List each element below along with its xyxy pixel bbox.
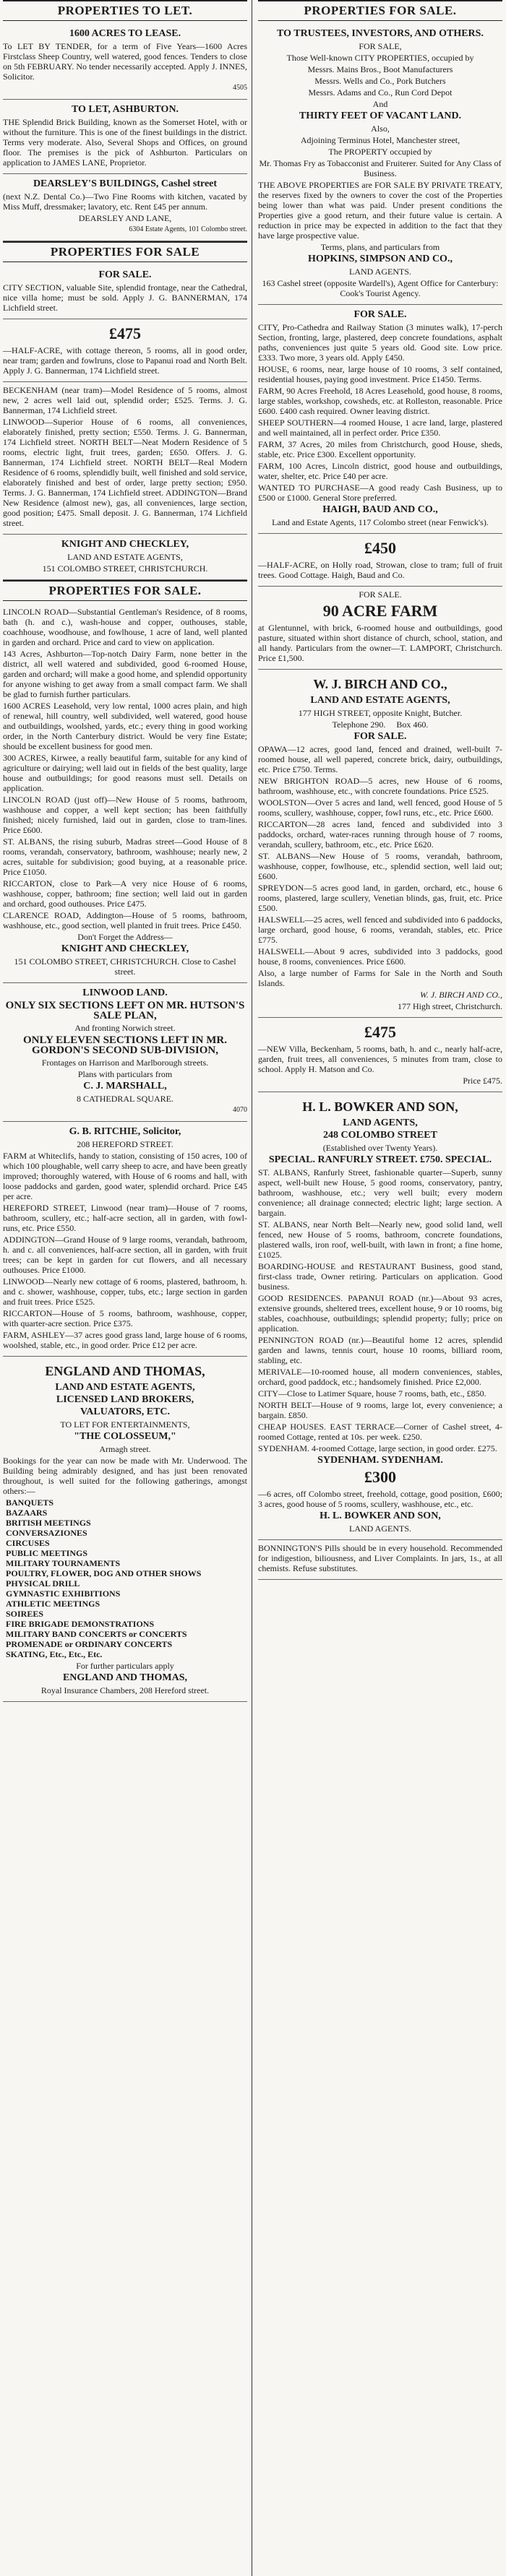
list-item: PENNINGTON ROAD (nr.)—Beautiful home 12 acres, splendid garden and lawns, tennis court, house 10 rooms, billiard room, stabling, etc. (258, 1335, 502, 1365)
list-item: ATHLETIC MEETINGS (6, 1599, 100, 1609)
ad-body: CITY SECTION, valuable Site, splendid frontage, near the Cathedral, nice villa home; must be sold. Apply J. G. BANNERMAN, 174 Lichfield street. (3, 282, 247, 313)
ad-title: DEARSLEY'S BUILDINGS, Cashel street (33, 178, 218, 189)
ad-knight-checkley-header (3, 535, 247, 580)
list-item: ST. ALBANS, the rising suburb, Madras street—Good House of 8 rooms, verandah, conservatory, bathroom, washhouse; nearly new, 2 acres, suitable for subdivision; good buying, at a reasonable price. Price £1050. (3, 837, 247, 877)
ad-number: 4070 (233, 1106, 247, 1114)
list-item: CLARENCE ROAD, Addington—House of 5 rooms, bathroom, washhouse, etc., good section, well planted in fruit trees. Price £450. (3, 910, 247, 930)
ad-body: —HALF-ACRE, with cottage thereon, 5 rooms, all in good order, near tram; garden and fowlruns, close to Papanui road and North Belt. Apply J. G. Bannerman, 174 Lichfield street. (3, 345, 247, 376)
list-item: SYDENHAM. 4-roomed Cottage, large section, in good order. £275. (258, 1443, 497, 1453)
ad-price: £475 (364, 1023, 396, 1041)
ad-line: FOR SALE. (353, 731, 407, 742)
ad-line: Price £475. (463, 1076, 502, 1086)
ad-signature: KNIGHT AND CHECKLEY, (61, 943, 189, 954)
ad-signature: ENGLAND AND THOMAS, (62, 1672, 188, 1683)
ad-england-thomas (3, 1357, 247, 1702)
list-item: LINCOLN ROAD—Substantial Gentleman's Residence, of 8 rooms, bath (h. and c.), wash-house and copper, outhouses, stable, coachhouse, woodhouse, and fowlhouse, 1 acre of land, well planted in garden and orchard. Price and card to view on application. (3, 607, 247, 647)
ad-line: Also, (371, 124, 390, 134)
ad-line: Plans with particulars from (77, 1069, 173, 1079)
section-header-for-sale: PROPERTIES FOR SALE (3, 241, 247, 262)
ad-dearsley (3, 174, 247, 241)
ad-ritchie (3, 1122, 247, 1357)
ad-line: FOR SALE. (359, 589, 402, 600)
ad-475-half-acre (3, 319, 247, 382)
list-item: ST. ALBANS, Ranfurly Street, fashionable quarter—Superb, sunny aspect, well-built new House, 5 good rooms, conservatory, pantry, bathroom, washhouse, etc.; very well built; every modern convenience; all drainage connected; electric light; large section. A bargain. (258, 1167, 502, 1218)
list-item: SPREYDON—5 acres good land, in garden, orchard, etc., house 6 rooms, plastered, large scullery, Venetian blinds, gas, fruit, etc. Price £500. (258, 883, 502, 913)
ad-line: And (372, 99, 388, 109)
ad-body: LINWOOD—Superior House of 6 rooms, all conveniences, elaborately finished, pretty section; £550. Terms. J. G. Bannerman, 174 Lichfield street. NORTH BELT—Neat Modern Residence of 5 rooms, electric light, fruit trees, garden; £650. Offers. J. G. Bannerman, 174 Lichfield street. NORTH BELT—Real Modern Residence of 6 rooms, splendidly built, well finished and sold service, elaborately finished and best of order, large pretty section; £950. Terms. J. G. Bannerman, 174 Lichfield street. ADDINGTON—Brand New Residence (almost new), gas, all conveniences, large section, good position; £475. Small deposit. J. G. Bannerman, 174 Lichfield street. (3, 417, 247, 528)
ad-line: LAND AGENTS, (343, 1118, 418, 1128)
ad-number: 6304 Estate Agents, 101 Colombo street. (129, 225, 247, 233)
ad-signature: C. J. MARSHALL, (83, 1081, 167, 1092)
list-item: FARM, ASHLEY—37 acres good grass land, large house of 6 rooms, woolshed, stable, etc., in good order. Price £12 per acre. (3, 1330, 247, 1350)
ad-title: TO LET, ASHBURTON. (71, 104, 179, 115)
list-item: FARM, 37 Acres, 20 miles from Christchurch, good House, sheds, stable, etc. Price £300. Excellent opportunity. (258, 439, 502, 459)
ad-line: LICENSED LAND BROKERS, (56, 1394, 194, 1405)
list-item: WOOLSTON—Over 5 acres and land, well fenced, good House of 5 rooms, scullery, washhouse, copper, fowl runs, etc., etc. Price £600. (258, 798, 502, 818)
ad-body: at Glentunnel, with brick, 6-roomed house and outbuildings, good pasture, situated within short distance of church, school, station, and all handy. Particulars from the owner—T. LAMPORT, Christchurch. Price £1,500. (258, 623, 502, 663)
section-header-to-let: PROPERTIES TO LET. (3, 0, 247, 21)
ad-address: 177 HIGH STREET, opposite Knight, Butcher. (298, 708, 463, 718)
ad-line: SPECIAL. RANFURLY STREET. £750. SPECIAL. (268, 1154, 492, 1165)
list-item: HALSWELL—About 9 acres, subdivided into 3 paddocks, good house, 8 rooms, conveniences. Price £600. (258, 946, 502, 967)
list-item: 1600 ACRES Leasehold, very low rental, 1000 acres plain, and high of renewal, hill country, well subdivided, well watered, good house and outbuildings, woolshed, yards, etc.; every thing in good working order, in the North Canterbury district. Would be very fine Estate; should be excellent business for good men. (3, 701, 247, 751)
list-item: ST. ALBANS—New House of 5 rooms, verandah, bathroom, washhouse, copper, fowlhouse, etc., splendid section, well laid out; £600. (258, 851, 502, 881)
ad-line: (Established over Twenty Years). (322, 1143, 438, 1153)
ad-headline: ONLY ELEVEN SECTIONS LEFT IN MR. GORDON'S SECOND SUB-DIVISION, (22, 1034, 228, 1056)
list-item: CITY, Pro-Cathedra and Railway Station (3 minutes walk), 17-perch Section, fronting, large, plastered, deep concrete foundations, asphalt paths, conveniences just quite 5 years old. Good site. Low price. £333. Two more, 3 years old. Apply £450. (258, 322, 502, 363)
ad-line: LAND AGENTS. (349, 267, 411, 277)
list-item: SOIREES (6, 1609, 44, 1619)
ad-line: For further particulars apply (76, 1661, 174, 1671)
list-item: CIRCUSES (6, 1538, 50, 1548)
ad-line: LAND AND ESTATE AGENTS, (310, 695, 450, 706)
event-list (3, 1497, 247, 1659)
ad-line: Armagh street. (99, 1444, 151, 1454)
list-item: 300 ACRES, Kirwee, a really beautiful farm, suitable for any kind of agriculture or dairying; well laid out in fields of the best quality, large house and outbuildings; for good reasons must sell. Details on application. (3, 753, 247, 793)
ad-signature: HOPKINS, SIMPSON AND CO., (308, 254, 453, 264)
list-item: FIRE BRIGADE DEMONSTRATIONS (6, 1619, 155, 1629)
ad-knight-checkley-list (3, 604, 247, 983)
ad-line: Those Well-known CITY PROPERTIES, occupied by (286, 53, 474, 63)
list-item: GOOD RESIDENCES. PAPANUI ROAD (nr.)—About 93 acres, extensive grounds, sheltered trees, excellent house, 9 or 10 rooms, big stables, coachhouse, outbuildings; splendid property; fully; price on application. (258, 1293, 502, 1334)
ad-hopkins-for-sale (258, 305, 502, 534)
ad-signature: H. L. BOWKER AND SON, (320, 1510, 441, 1521)
ad-line: And fronting Norwich street. (74, 1023, 176, 1033)
ad-line: LAND AND ESTATE AGENTS, (55, 1382, 195, 1393)
ad-number: 4505 (233, 84, 247, 92)
ad-title: G. B. RITCHIE, Solicitor, (69, 1126, 181, 1137)
list-item: SKATING, Etc., Etc., Etc. (6, 1649, 103, 1659)
list-item: 143 Acres, Ashburton—Top-notch Dairy Farm, none better in the district, all well watered and subdivided, good 6-roomed House, garden and orchard; will make a good home, and splendid opportunity for anyone wishing to get away from a small compact farm. We shall be glad to furnish further particulars. (3, 649, 247, 699)
ad-line: Terms, plans, and particulars from (320, 242, 440, 252)
ad-title: FOR SALE. (98, 269, 152, 280)
ad-1600-acres (3, 24, 247, 100)
ad-body: —HALF-ACRE, on Holly road, Strowan, close to tram; full of fruit trees. Good Cottage. Haigh, Baud and Co. (258, 560, 502, 580)
ad-line: SYDENHAM. SYDENHAM. (317, 1455, 443, 1466)
ad-address: 151 COLOMBO STREET, CHRISTCHURCH. Close to Cashel street. (14, 956, 236, 977)
ad-title: TO TRUSTEES, INVESTORS, AND OTHERS. (277, 28, 484, 39)
ad-title: ENGLAND AND THOMAS, (45, 1364, 205, 1378)
list-item: Messrs. Mains Bros., Boot Manufacturers (307, 64, 453, 74)
ad-title: 1600 ACRES TO LEASE. (69, 28, 181, 39)
ad-address: Land and Estate Agents, 117 Colombo street (near Fenwick's). (272, 517, 489, 527)
ad-475-villa (258, 1018, 502, 1092)
list-item: ST. ALBANS, near North Belt—Nearly new, good solid land, well fenced, new House of 5 rooms, bathroom, concrete foundations, plastered walls, iron roof, well-built, with lawn in front; a fine home, £1025. (258, 1219, 502, 1260)
list-item: SHEEP SOUTHERN—4 roomed House, 1 acre land, large, plastered and well maintained, all in perfect order. Price £350. (258, 418, 502, 438)
list-item: LINWOOD—Nearly new cottage of 6 rooms, plastered, bathroom, h. and c. shower, washhouse, copper, tubs, etc.; large section in garden and fruit trees. Price £525. (3, 1276, 247, 1307)
ad-title: KNIGHT AND CHECKLEY, (61, 539, 189, 550)
ad-address: 151 COLOMBO STREET, CHRISTCHURCH. (42, 563, 208, 574)
list-item: PHYSICAL DRILL (6, 1578, 80, 1589)
list-item: HALSWELL—25 acres, well fenced and subdivided into 6 paddocks, large orchard, good house, 6 rooms, verandah, stables, etc. Price £775. (258, 915, 502, 945)
list-item: BRITISH MEETINGS (6, 1518, 91, 1528)
ad-line: TO LET FOR ENTERTAINMENTS, (60, 1419, 190, 1430)
ad-trustees (258, 24, 502, 305)
list-item: Messrs. Adams and Co., Run Cord Depot (308, 87, 453, 98)
ad-price: £475 (109, 324, 141, 342)
ad-line: Frontages on Harrison and Marlborough streets. (41, 1058, 209, 1068)
ad-body: To LET BY TENDER, for a term of Five Years—1600 Acres Firstclass Sheep Country, well watered, good fences. Tenders to close on 5th FEBRUARY. No tender necessarily accepted. Apply J. INNES, Solicitor. (3, 41, 247, 82)
list-item: HEREFORD STREET, Linwood (near tram)—House of 7 rooms, bathroom, scullery, etc.; half-acre section, all in garden, with fowl-runs, etc. Price £550. (3, 1203, 247, 1233)
list-item: HOUSE, 6 rooms, near, large house of 10 rooms, 3 self contained, residential houses, paying good investment. Price £1450. Terms. (258, 364, 502, 384)
ad-90-acre-farm (258, 587, 502, 670)
list-item: BANQUETS (6, 1497, 54, 1508)
list-item: PROMENADE or ORDINARY CONCERTS (6, 1639, 173, 1649)
list-item: Also, a large number of Farms for Sale in the North and South Islands. (258, 968, 502, 988)
list-item: BAZAARS (6, 1508, 48, 1518)
ad-subtitle: LAND AND ESTATE AGENTS, (67, 552, 183, 562)
list-item: LINCOLN ROAD (just off)—New House of 5 rooms, bathroom, washhouse and copper, a well kept section; has been faithfully finished; nicely furnished, laid out in garden, close to tram-lines. Price £600. (3, 795, 247, 835)
ad-title: LINWOOD LAND. (82, 987, 168, 998)
ad-headline: "THE COLOSSEUM," (74, 1431, 176, 1442)
ad-line: Mr. Thomas Fry as Tobacconist and Fruiterer. Suited for Any Class of Business. (259, 158, 502, 178)
ad-bonnington (258, 1540, 502, 1580)
ad-birch (258, 670, 502, 1018)
ad-bowker (258, 1092, 502, 1540)
ad-headline: ONLY SIX SECTIONS LEFT ON MR. HUTSON'S SALE PLAN, (5, 1000, 245, 1021)
ad-line: VALUATORS, ETC. (80, 1406, 171, 1417)
ad-signature: DEARSLEY AND LANE, (78, 213, 172, 223)
ad-bannerman-list (3, 382, 247, 535)
list-item: NEW BRIGHTON ROAD—5 acres, new House of 6 rooms, bathroom, washhouse, etc., with concrete foundations. Price £525. (258, 776, 502, 796)
ad-body: —6 acres, off Colombo street, freehold, cottage, good position, £600; 3 acres, good house of 5 rooms, scullery, washhouse, etc., etc. (258, 1489, 502, 1509)
list-item: RICCARTON—House of 5 rooms, bathroom, washhouse, copper, with quarter-acre section. Price £375. (3, 1308, 247, 1328)
ad-body: (next N.Z. Dental Co.)—Two Fine Rooms with kitchen, vacated by Miss Muff, dressmaker; lavatory, etc. Rent £45 per annum. (3, 191, 247, 212)
list-item: GYMNASTIC EXHIBITIONS (6, 1589, 121, 1599)
ad-price: £300 (364, 1468, 396, 1486)
list-item: MERIVALE—10-roomed house, all modern conveniences, stables, orchard, good paddock, etc.; handsomely finished. Price £2,000. (258, 1367, 502, 1387)
list-item: PUBLIC MEETINGS (6, 1548, 88, 1558)
list-item: ADDINGTON—Grand House of 9 large rooms, verandah, bathroom, h. and c. all conveniences, half-acre section, all in garden, with fruit trees; can be kept in garden for cut flowers, and all necessary outhouses. Price £1000. (3, 1235, 247, 1275)
ad-signature: HAIGH, BAUD AND CO., (322, 504, 438, 515)
list-item: RICCARTON, close to Park—A very nice House of 6 rooms, washhouse, copper, bathroom; fine section; well laid out in garden and orchard, good outhouses. Price £475. (3, 878, 247, 909)
ad-body: —NEW Villa, Beckenham, 5 rooms, bath, h. and c., nearly half-acre, garden, fruit trees, all conveniences, 5 minutes from tram, close to school. Apply H. Matson and Co. (258, 1044, 502, 1074)
ad-body: BONNINGTON'S Pills should be in every household. Recommended for indigestion, biliousness, and Liver Complaints. In jars, 1s., at all chemists. Refuse substitutes. (258, 1543, 502, 1573)
ad-line: The PROPERTY occupied by (328, 147, 432, 157)
right-column (255, 0, 505, 2576)
ad-address: 8 CATHEDRAL SQUARE. (77, 1094, 173, 1104)
ad-linwood-land (3, 983, 247, 1122)
ad-phone (258, 719, 502, 730)
ad-line: FOR SALE, (359, 41, 402, 51)
ad-body: THE Splendid Brick Building, known as the Somerset Hotel, with or without the furniture. This is one of the finest buildings in the district. Terms very moderate. Also, Several Shops and Offices, on ground floor. The premises is the pick of Ashburton. Particulars on application to JAMES LANE, Proprietor. (3, 117, 247, 168)
ad-address: Royal Insurance Chambers, 208 Hereford street. (40, 1685, 210, 1695)
ad-ashburton (3, 100, 247, 174)
list-item: CONVERSAZIONES (6, 1528, 87, 1538)
list-item: RICCARTON—28 acres land, fenced and subdivided into 3 paddocks, orchard, water-races running through house of 7 rooms, verandah, scullery, bathroom, etc., etc. Price £620. (258, 819, 502, 850)
list-item: CITY—Close to Latimer Square, house 7 rooms, bath, etc., £850. (258, 1388, 486, 1399)
list-item: OPAWA—12 acres, good land, fenced and drained, well-built 7-roomed house, all well papered, concrete brick, dairy, outbuildings, etc. Price £750. Terms. (258, 744, 502, 774)
ad-title: FOR SALE. (353, 309, 407, 320)
ad-headline: 90 ACRE FARM (322, 602, 438, 620)
ad-address: 208 HEREFORD STREET. (77, 1139, 173, 1149)
list-item: BOARDING-HOUSE and RESTAURANT Business, good stand, first-class trade, Owner retiring. Particulars on application. Good business. (258, 1261, 502, 1292)
ad-address: 248 COLOMBO STREET (323, 1130, 437, 1141)
ad-city-section (3, 265, 247, 319)
list-item: WANTED TO PURCHASE—A good ready Cash Business, up to £500 or £1000. General Store preferred. (258, 483, 502, 503)
list-item: Don't Forget the Address— (77, 932, 173, 942)
ad-body: THE ABOVE PROPERTIES are FOR SALE BY PRIVATE TREATY, the reserves fixed by the owners to cover the cost of the Properties being lower than what was paid. Under present conditions the Properties give a good return, and their future value is certain. A reduction in price may be expected in addition to the fact that they have large prospective value. (258, 180, 502, 241)
ad-450-half-acre (258, 534, 502, 587)
list-item: MILITARY TOURNAMENTS (6, 1558, 121, 1568)
ad-address: 177 High street, Christchurch. (398, 1001, 502, 1011)
ad-signature: W. J. BIRCH AND CO., (420, 990, 502, 1000)
list-item: FARM, 100 Acres, Lincoln district, good house and outbuildings, water, shelter, etc. Price £40 per acre. (258, 461, 502, 481)
left-column (0, 0, 250, 2576)
ad-body: Bookings for the year can now be made with Mr. Underwood. The Building being admirably designed, and has just been renovated throughout, is well suited for the following gatherings, amongst others:— (3, 1456, 247, 1496)
list-item: FARM at Whiteclifs, handy to station, consisting of 150 acres, 100 of which 100 ploughable, well carry sheep to acre, and have been greatly improved; thoroughly watered, with House of 6 rooms and hall, with loose paddocks and garden, good water, splendid orchard. Price £45 per acre. (3, 1151, 247, 1201)
ad-line: Adjoining Terminus Hotel, Manchester street, (300, 135, 460, 145)
list-item: POULTRY, FLOWER, DOG AND OTHER SHOWS (6, 1568, 202, 1578)
list-item: CHEAP HOUSES. EAST TERRACE—Corner of Cashel street, 4-roomed Cottage, rented at 10s. per week. £250. (258, 1422, 502, 1442)
list-item: Messrs. Wells and Co., Pork Butchers (314, 76, 446, 86)
list-item: MILITARY BAND CONCERTS or CONCERTS (6, 1629, 187, 1639)
ad-line: Telephone 290. (332, 719, 386, 730)
ad-title: H. L. BOWKER AND SON, (302, 1099, 458, 1114)
section-header-for-sale: PROPERTIES FOR SALE. (258, 0, 502, 21)
list-item: NORTH BELT—House of 9 rooms, large lot, every convenience; a bargain. £850. (258, 1400, 502, 1420)
ad-address: 163 Cashel street (opposite Wardell's), Agent Office for Canterbury: Cook's Tourist Agency. (262, 278, 499, 298)
list-item: FARM, 90 Acres Freehold, 18 Acres Leasehold, good house, 8 rooms, large stables, workshop, cowsheds, etc. at Rolleston, reasonable. Price £600. £400 cash required. Owner leaving district. (258, 386, 502, 416)
ad-price: £450 (364, 539, 396, 557)
ad-title: W. J. BIRCH AND CO., (313, 677, 447, 691)
ad-title: BECKENHAM (near tram)—Model Residence of 5 rooms, almost new, 2 acres well laid out, splendid order; £525. Terms. J. G. Bannerman, 174 Lichfield street. (3, 385, 247, 415)
section-header-for-sale-2: PROPERTIES FOR SALE. (3, 580, 247, 601)
ad-line: LAND AGENTS. (349, 1523, 411, 1534)
ad-line: Box 460. (396, 719, 429, 730)
ad-headline: THIRTY FEET OF VACANT LAND. (299, 111, 462, 121)
